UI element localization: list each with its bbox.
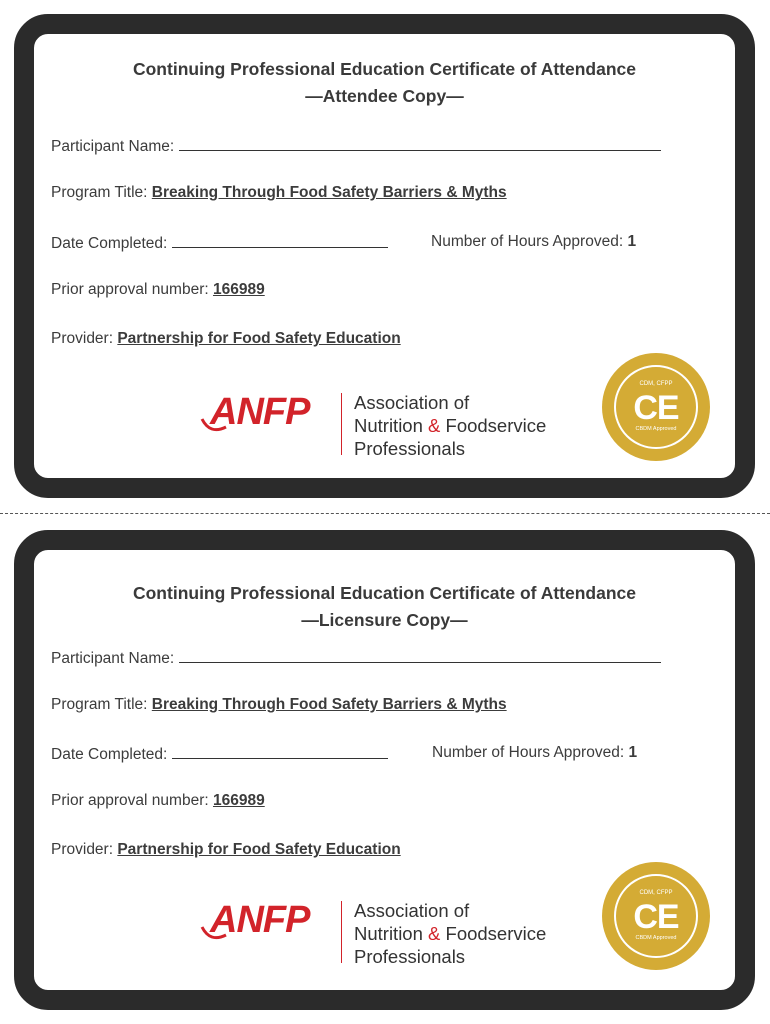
prior-approval-value: 166989: [212, 792, 265, 809]
certificate-title: Continuing Professional Education Certificate of Attendance —Attendee Copy—: [132, 59, 636, 106]
cut-line: [0, 513, 770, 514]
date-completed-row: Date Completed:: [51, 233, 388, 253]
participant-name-row: Participant Name:: [51, 648, 661, 668]
anfp-logo: [200, 897, 580, 977]
hours-approved: Number of Hours Approved: 1: [431, 233, 637, 250]
hours-approved-value: 1: [627, 233, 637, 250]
certificate-attendee-copy: [14, 14, 755, 498]
logo-divider: [341, 901, 342, 963]
certificate-title: Continuing Professional Education Certificate of Attendance —Licensure Copy—: [132, 583, 636, 630]
association-name: Association of Nutrition & Foodservice Professionals: [354, 392, 547, 459]
participant-name-row: Participant Name:: [51, 136, 661, 156]
provider-value: Partnership for Food Safety Education: [117, 841, 401, 858]
program-title-row: Program Title: Breaking Through Food Safety Barriers & Myths: [51, 696, 507, 713]
anfp-wordmark: ANFP: [210, 899, 310, 941]
date-completed-field[interactable]: [172, 233, 388, 248]
association-name: Association of Nutrition & Foodservice Professionals: [354, 900, 547, 967]
prior-approval-row: Prior approval number: 166989: [51, 281, 265, 298]
hours-approved: Number of Hours Approved: 1: [432, 744, 638, 761]
hours-approved-value: 1: [628, 744, 638, 761]
prior-approval-value: 166989: [212, 281, 265, 298]
prior-approval-row: Prior approval number: 166989: [51, 792, 265, 809]
provider-row: Provider: Partnership for Food Safety Education: [51, 330, 401, 347]
logo-divider: [341, 393, 342, 455]
provider-row: Provider: Partnership for Food Safety Education: [51, 841, 401, 858]
participant-name-field[interactable]: [179, 136, 661, 151]
participant-name-field[interactable]: [179, 648, 661, 663]
ce-mark: CE: [633, 389, 679, 427]
program-title-value: Breaking Through Food Safety Barriers & Myths: [151, 696, 507, 713]
date-completed-field[interactable]: [172, 744, 388, 759]
provider-value: Partnership for Food Safety Education: [117, 330, 401, 347]
ce-approved-badge: CDM, CFPP CE CBDM Approved: [602, 353, 710, 461]
program-title-row: Program Title: Breaking Through Food Safety Barriers & Myths: [51, 184, 507, 201]
program-title-value: Breaking Through Food Safety Barriers & Myths: [151, 184, 507, 201]
certificate-licensure-copy: [14, 530, 755, 1010]
ce-mark: CE: [633, 898, 679, 936]
anfp-logo: [200, 389, 580, 469]
date-completed-row: Date Completed:: [51, 744, 388, 764]
ce-approved-badge: CDM, CFPP CE CBDM Approved: [602, 862, 710, 970]
anfp-wordmark: ANFP: [210, 391, 310, 433]
